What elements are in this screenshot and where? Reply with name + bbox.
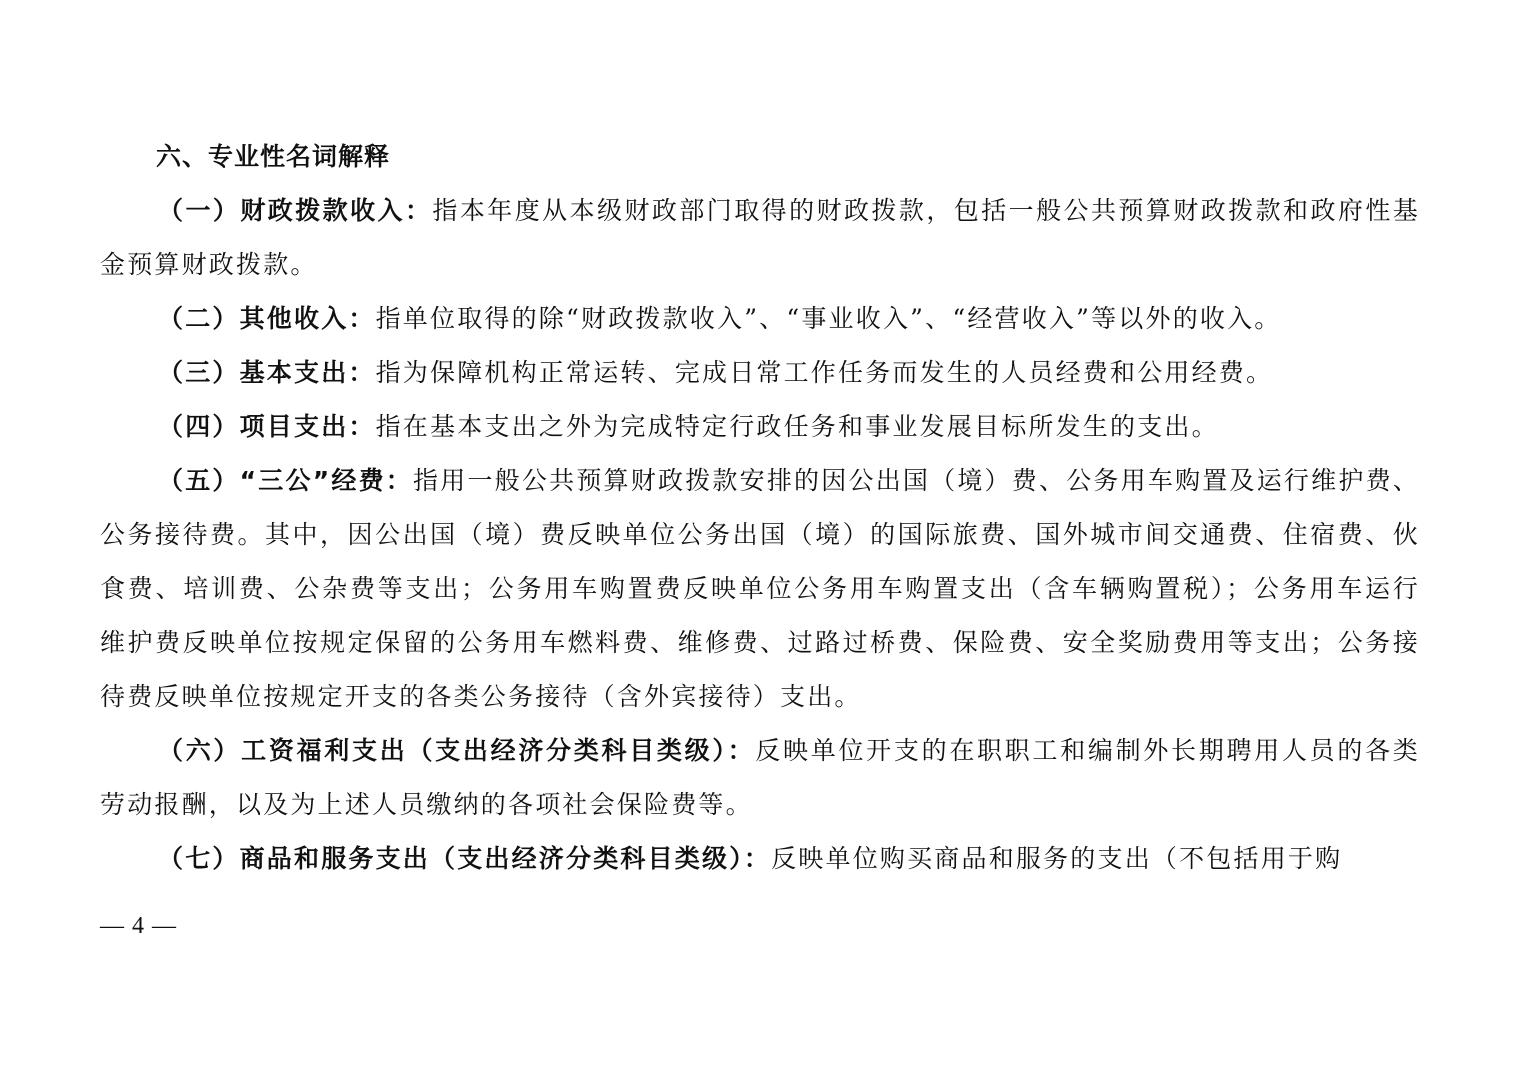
definition-term: （二）其他收入： bbox=[158, 304, 376, 333]
definition-term: （一）财政拨款收入： bbox=[158, 196, 433, 225]
definition-text: 反映单位开支的在职职工和编制外长期聘用人员的各类劳动报酬，以及为上述人员缴纳的各项社会保险费等。 bbox=[100, 736, 1420, 819]
page-content bbox=[100, 130, 1420, 886]
page-number: — 4 — bbox=[100, 913, 177, 939]
definition-text: 指用一般公共预算财政拨款安排的因公出国（境）费、公务用车购置及运行维护费、公务接待费。其中，因公出国（境）费反映单位公务出国（境）的国际旅费、国外城市间交通费、住宿费、伙食费、培训费、公杂费等支出；公务用车购置费反映单位公务用车购置支出（含车辆购置税）；公务用车运行维护费反映单位按规定保留的公务用车燃料费、维修费、过路过桥费、保险费、安全奖励费用等支出；公务接待费反映单位按规定开支的各类公务接待（含外宾接待）支出。 bbox=[100, 466, 1420, 711]
definition-text: 指为保障机构正常运转、完成日常工作任务而发生的人员经费和公用经费。 bbox=[375, 358, 1274, 387]
definition-paragraph-3 bbox=[100, 346, 1420, 400]
definition-text: 反映单位购买商品和服务的支出（不包括用于购 bbox=[771, 844, 1343, 873]
definition-paragraph-7 bbox=[100, 832, 1420, 886]
definition-paragraph-6 bbox=[100, 724, 1420, 832]
section-heading: 六、专业性名词解释 bbox=[156, 142, 391, 171]
definition-term: （五）“三公”经费： bbox=[158, 466, 414, 495]
definition-paragraph-4 bbox=[100, 400, 1420, 454]
definition-term: （七）商品和服务支出（支出经济分类科目类级）： bbox=[158, 844, 772, 873]
definition-term: （四）项目支出： bbox=[158, 412, 376, 441]
definition-text: 指本年度从本级财政部门取得的财政拨款，包括一般公共预算财政拨款和政府性基金预算财政拨款。 bbox=[100, 196, 1420, 279]
definition-paragraph-1 bbox=[100, 184, 1420, 292]
definition-text: 指单位取得的除“财政拨款收入”、“事业收入”、“经营收入”等以外的收入。 bbox=[375, 304, 1282, 333]
definition-term: （三）基本支出： bbox=[158, 358, 376, 387]
definition-term: （六）工资福利支出（支出经济分类科目类级）： bbox=[158, 736, 756, 765]
definition-text: 指在基本支出之外为完成特定行政任务和事业发展目标所发生的支出。 bbox=[375, 412, 1219, 441]
definition-paragraph-2 bbox=[100, 292, 1420, 346]
definition-paragraph-5 bbox=[100, 454, 1420, 724]
